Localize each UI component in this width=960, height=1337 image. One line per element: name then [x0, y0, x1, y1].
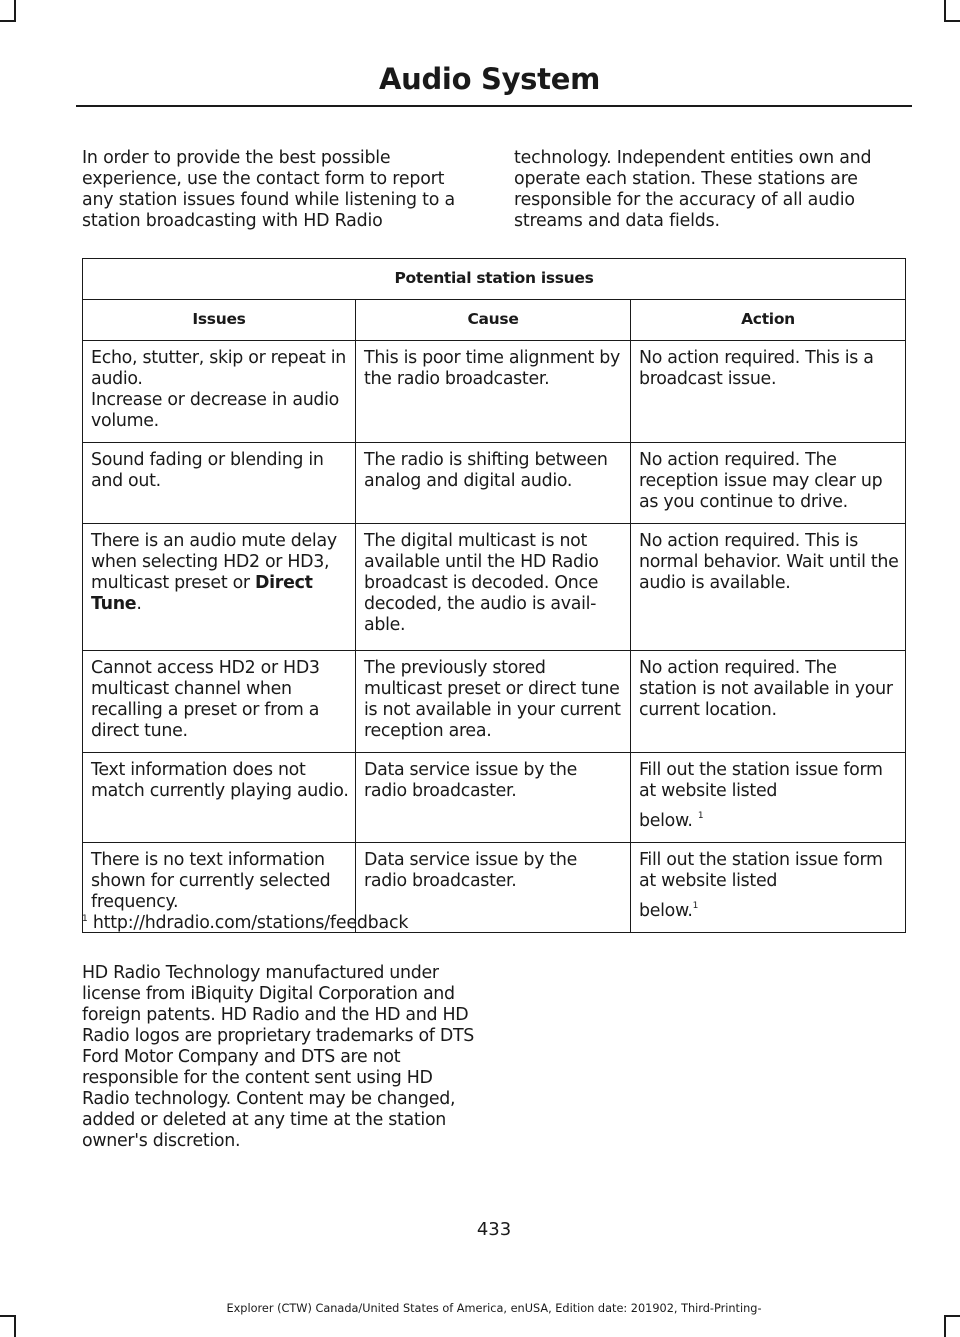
issue-cell: [83, 524, 356, 651]
table-row: [83, 753, 906, 843]
crop-mark: [0, 20, 16, 22]
table-header-row: [83, 300, 906, 341]
table-row: [83, 524, 906, 651]
page-number: 433: [476, 1219, 512, 1240]
issue-cell: Cannot access HD2 or HD3 multicast channel when recalling a preset or from a direct tune.: [83, 651, 356, 753]
cause-cell: Data service issue by the radio broadcaster.: [356, 843, 631, 933]
table-caption: Potential station issues: [83, 259, 906, 300]
cause-cell: The previously stored multicast preset or direct tune is not available in your current reception area.: [356, 651, 631, 753]
action-cell: No action required. The reception issue may clear up as you continue to drive.: [631, 443, 906, 524]
issue-text: Increase or decrease in audio volume.: [91, 390, 340, 431]
issue-cell: Text information does not match currently playing audio.: [83, 753, 356, 843]
action-text: below.: [639, 811, 693, 831]
action-text: below.: [639, 901, 693, 921]
column-header-action: Action: [631, 300, 906, 341]
issue-cell: There is no text information shown for currently selected frequency.: [83, 843, 356, 933]
action-cell: No action required. This is a broadcast issue.: [631, 341, 906, 443]
footnote-mark: 1: [82, 914, 88, 924]
page-title: Audio System: [378, 62, 600, 96]
intro-text-right: technology. Independent entities own and operate each station. These stations are responsible for the accuracy of all audio streams and data fields.: [514, 148, 872, 231]
table-row: [83, 651, 906, 753]
footnote-reference: 1: [692, 901, 699, 911]
issue-text: There is an audio mute delay when selecting HD2 or HD3, multicast preset or: [91, 531, 337, 593]
action-text: Fill out the station issue form at website listed: [639, 850, 883, 891]
crop-mark: [944, 0, 946, 22]
cause-cell: The digital multicast is not available until the HD Radio broadcast is decoded. Once decoded, the audio is avail-able.: [356, 524, 631, 651]
action-cell: [631, 843, 906, 933]
cause-cell: This is poor time alignment by the radio broadcaster.: [356, 341, 631, 443]
action-cell: No action required. The station is not available in your current location.: [631, 651, 906, 753]
cause-cell: The radio is shifting between analog and digital audio.: [356, 443, 631, 524]
issue-text: Echo, stutter, skip or repeat in audio.: [91, 348, 347, 389]
footer-edition-text: Explorer (CTW) Canada/United States of America, enUSA, Edition date: 201902, Third-Printing-: [226, 1302, 762, 1315]
issue-cell: Sound fading or blending in and out.: [83, 443, 356, 524]
direct-tune-term: Direct Tune: [91, 573, 313, 614]
table-footnote: [82, 913, 408, 933]
footnote-reference: 1: [697, 811, 704, 821]
action-cell: [631, 753, 906, 843]
column-header-issues: Issues: [83, 300, 356, 341]
crop-mark: [944, 1315, 960, 1317]
footnote-url: http://hdradio.com/stations/feedback: [92, 913, 409, 933]
crop-mark: [944, 1315, 946, 1337]
action-text: Fill out the station issue form at website listed: [639, 760, 883, 801]
column-header-cause: Cause: [356, 300, 631, 341]
crop-mark: [0, 1315, 16, 1317]
header-divider: [76, 105, 912, 107]
crop-mark: [14, 0, 16, 22]
crop-mark: [14, 1315, 16, 1337]
cause-cell: Data service issue by the radio broadcaster.: [356, 753, 631, 843]
crop-mark: [944, 20, 960, 22]
table-row: [83, 443, 906, 524]
intro-text-left: In order to provide the best possible experience, use the contact form to report any station issues found while listening to a station broadcasting with HD Radio: [82, 148, 455, 231]
hd-radio-legal-text: HD Radio Technology manufactured under license from iBiquity Digital Corporation and foreign patents. HD Radio and the HD and HD Radio logos are proprietary trademarks of DTS Ford Motor Company and DTS are not responsible for the content sent using HD Radio technology. Content may be changed, added or deleted at any time at the station owner's discretion.: [82, 963, 475, 1151]
table-row: [83, 341, 906, 443]
issue-cell: [83, 341, 356, 443]
issue-text-end: .: [136, 594, 142, 614]
station-issues-table: [82, 258, 906, 933]
action-cell: No action required. This is normal behavior. Wait until the audio is available.: [631, 524, 906, 651]
